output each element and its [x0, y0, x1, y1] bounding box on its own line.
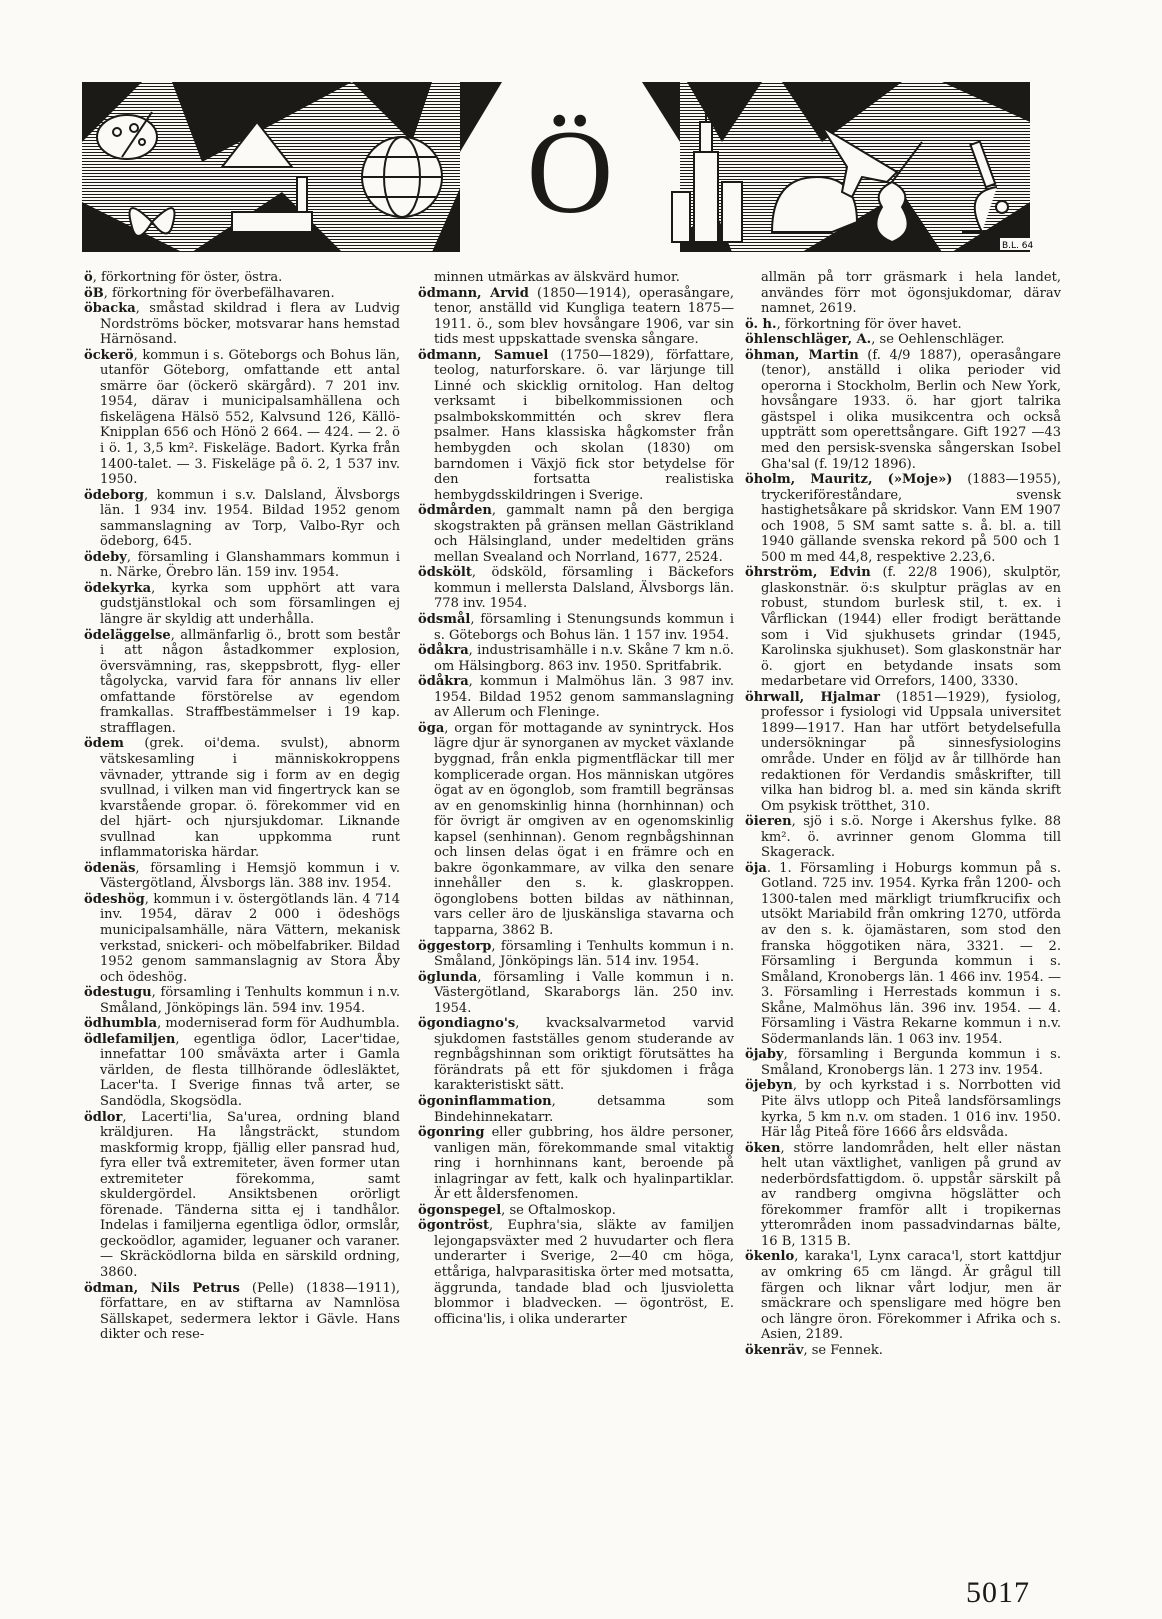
- dictionary-entry: [745, 1141, 1061, 1250]
- dictionary-entry: [745, 332, 1061, 348]
- entry-headword: öholm, Mauritz, (»Moje»): [745, 472, 953, 488]
- entry-text: minnen utmärkas av älskvärd humor.: [434, 270, 680, 285]
- center-letter-panel: [460, 82, 680, 252]
- dictionary-entry: [745, 1249, 1061, 1342]
- entry-text: , kommun i s.v. Dalsland, Älvsborgs län. 1 934 inv. 1954. Bildad 1952 genom sammanslagning av Torp, Valbo-Ryr och ödeborg, 645.: [100, 487, 400, 550]
- entry-headword: öckerö: [84, 347, 134, 363]
- entry-text: allmän på torr gräsmark i hela landet, användes förr mot ögonsjukdomar, därav namnet, 2619.: [761, 270, 1061, 317]
- entry-headword: ödekyrka: [84, 580, 152, 596]
- entry-text: (f. 4/9 1887), operasångare (tenor), anställd i olika perioder vid operorna i Stockholm, Berlin och New York, hovsångare 1933. ö. har gjort talrika gästspel i olika musikcentra och också uppträtt som operettsångare. Gift 1927 —43 med den persisk-svenska sångerskan Isobel Gha'sal (f. 19/12 1896).: [761, 347, 1061, 472]
- artist-signature: B.L. 64: [1002, 241, 1034, 251]
- entry-text: (1750—1829), författare, teolog, naturforskare. ö. var lärjunge till Linné och skicklig ornitolog. Han deltog verksamt i bibelkommissionen och psalmbokskommittén och skrev flera psalmer. Hans klassiska hågkomster från hembygden och skolan (1830) om barndomen i Växjö fick stor betydelse för den fortsatta realistiska hembygdsskildringen i Sverige.: [434, 347, 734, 503]
- entry-text: , Euphra'sia, släkte av familjen lejongapsväxter med 2 huvudarter och flera underarter i Sverige, 2—40 cm höga, ettåriga, halvparasitiska örter med motsatta, äggrunda, tandade blad och ljusvioletta blommor i bladvecken. — ögontröst, E. officina'lis, i olika underarter: [434, 1218, 734, 1327]
- entry-headword: ödmann, Arvid: [418, 285, 529, 301]
- entry-headword: ödåkra: [418, 643, 469, 659]
- dictionary-entry: [418, 970, 734, 1017]
- entry-text: , kommun i v. östergötlands län. 4 714 inv. 1954, därav 2 000 i ödeshögs municipalsamhälle, nära Vättern, mekanisk verkstad, snickeri- och möbelfabriker. Bildad 1952 genom sammanslagnig av Stora Åby och ödeshög.: [100, 891, 400, 985]
- entry-headword: ökenräv: [745, 1342, 804, 1358]
- dictionary-entry: [84, 348, 400, 488]
- banner-letter: Ö: [526, 105, 614, 238]
- entry-text: , karaka'l, Lynx caraca'l, stort kattdjur av omkring 65 cm längd. Är grågul till färgen och liknar vårt lodjur, men är smäckrare och spensligare med högre ben och längre öron. Förekommer i Afrika och s. Asien, 2189.: [761, 1249, 1061, 1343]
- dictionary-entry: [84, 270, 400, 286]
- entry-text: , församling i Stenungsunds kommun i s. Göteborgs och Bohus län. 1 157 inv. 1954.: [434, 612, 734, 643]
- entry-headword: ödmården: [418, 503, 492, 519]
- entry-text: (grek. oi'dema. svulst), abnorm vätskesamling i människokroppens vävnader, yttrande sig i form av en degig svullnad, i vilken man vid fingertryck kan se kvarstående gropar. ö. förekommer vid en del hjärt- och njursjukdomar. Liknande svullnad kan uppkomma runt inflammatoriska härdar.: [100, 736, 400, 861]
- column-2: [418, 270, 734, 1327]
- entry-text: (1883—1955), tryckeriföreståndare, svensk hastighetsåkare på skridskor. Vann EM 1907 och 1908, 5 SM samt satte s. å. bl. a. till 1940 gällande svenska rekord på 500 och 1 500 m med 44,8, respektive 2.23,6.: [761, 472, 1061, 565]
- dictionary-entry: [418, 1203, 734, 1219]
- dictionary-entry: [418, 286, 734, 348]
- entry-text: , moderniserad form för Audhumbla.: [157, 1016, 400, 1032]
- entry-text: , kommun i Malmöhus län. 3 987 inv. 1954. Bildad 1952 genom sammanslagning av Allerum och Fleninge.: [434, 674, 734, 721]
- entry-headword: öjebyn: [745, 1078, 793, 1094]
- column-1: [84, 270, 400, 1343]
- dictionary-entry: [84, 286, 400, 302]
- dictionary-entry: [84, 581, 400, 628]
- entry-headword: ödlor: [84, 1109, 123, 1125]
- entry-headword: ögoninflammation: [418, 1093, 552, 1109]
- dictionary-entry: [745, 814, 1061, 861]
- column-3: [745, 270, 1061, 1358]
- dictionary-entry: [84, 1110, 400, 1281]
- entry-text: , kyrka som upphört att vara gudstjänstlokal och som församlingen ej längre är skyldig att underhålla.: [100, 580, 400, 628]
- dictionary-entry: [418, 348, 734, 503]
- entry-headword: öbacka: [84, 301, 136, 317]
- entry-headword: ögonspegel: [418, 1202, 502, 1218]
- header-banner: [82, 82, 1034, 252]
- dictionary-entry: [745, 348, 1061, 472]
- entry-headword: öga: [418, 720, 445, 736]
- entry-headword: ödmann, Samuel: [418, 347, 549, 363]
- entry-text: , större landområden, helt eller nästan helt utan växtlighet, vanligen på grund av nederbördsfattigdom. ö. uppstår särskilt på av randberg omgivna högslätter och förekommer framför allt i tropikernas ytterområden inom passadvindarnas bälte, 16 B, 1315 B.: [761, 1140, 1061, 1249]
- dictionary-entry: [745, 861, 1061, 1048]
- entry-headword: öken: [745, 1140, 781, 1156]
- entry-headword: öieren: [745, 814, 792, 830]
- dictionary-entry: [418, 270, 734, 286]
- entry-headword: ö: [84, 270, 93, 285]
- entry-headword: ödeby: [84, 549, 127, 565]
- entry-headword: öggestorp: [418, 938, 492, 954]
- entry-text: , gammalt namn på den bergiga skogstrakten på gränsen mellan Gästrikland och Hälsingland, under medeltiden gräns mellan Svealand och Norrland, 1677, 2524.: [434, 503, 734, 565]
- dictionary-entry: [84, 628, 400, 737]
- entry-text: (f. 22/8 1906), skulptör, glaskonstnär. ö:s skulptur präglas av en robust, stundom burlesk stil, t. ex. i Vårflickan (1944) eller frodigt berättande som i Vid sjukhusets grindar (1945, Karolinska sjukhuset). Som glaskonstnär har ö. gjort en betydande insats som medarbetare vid Orrefors, 1400, 3330.: [761, 565, 1061, 690]
- dictionary-entry: [84, 301, 400, 348]
- dictionary-entry: [418, 503, 734, 565]
- dictionary-entry: [418, 643, 734, 674]
- entry-headword: öhrström, Edvin: [745, 565, 871, 581]
- entry-text: , förkortning för överbefälhavaren.: [103, 285, 335, 301]
- entry-text: , se Fennek.: [803, 1342, 883, 1358]
- entry-text: , småstad skildrad i flera av Ludvig Nordströms böcker, motsvarar hans hemstad Härnösand.: [100, 301, 400, 348]
- entry-headword: ödsmål: [418, 612, 471, 628]
- entry-text: , allmänfarlig ö., brott som består i att någon åstadkommer explosion, översvämning, ras, skeppsbrott, flyg- eller tågolycka, varvid fara för annans liv eller omfattande förstörelse av egendom framkallas. Straffbestämmelser i 19 kap. strafflagen.: [100, 627, 400, 736]
- dictionary-entry: [84, 488, 400, 550]
- dictionary-entry: [745, 317, 1061, 333]
- dictionary-entry: [745, 1078, 1061, 1140]
- entry-headword: öB: [84, 285, 104, 301]
- entry-headword: ödlefamiljen: [84, 1031, 176, 1047]
- entry-text: , detsamma som Bindehinnekatarr.: [434, 1093, 734, 1125]
- entry-headword: öhman, Martin: [745, 347, 859, 363]
- dictionary-entry: [745, 270, 1061, 317]
- dictionary-entry: [84, 1281, 400, 1343]
- entry-text: eller gubbring, hos äldre personer, vanligen män, förekommande smal vitaktig ring i hornhinnans kant, beroende på inlagringar av fett, kalk och hyalinpartiklar. Är ett åldersfenomen.: [434, 1125, 734, 1203]
- entry-text: , egentliga ödlor, Lacer'tidae, innefattar 100 småväxta arter i Gamla världen, de flesta tillhörande ödlesläktet, Lacer'ta. I Sverige finnas två arter, se Sandödla, Skogsödla.: [100, 1031, 400, 1109]
- entry-text: , se Oehlenschläger.: [871, 332, 1005, 348]
- entry-text: (1850—1914), operasångare, tenor, anställd vid Kungliga teatern 1875—1911. ö., som blev hovsångare 1906, var sin tids mest uppskattade svenska sångare.: [434, 285, 735, 348]
- dictionary-entry: [745, 472, 1061, 565]
- entry-headword: ödestugu: [84, 985, 152, 1001]
- entry-headword: ögontröst: [418, 1218, 489, 1234]
- dictionary-entry: [418, 674, 734, 721]
- entry-headword: öglunda: [418, 969, 478, 985]
- entry-text: , ödsköld, församling i Bäckefors kommun i mellersta Dalsland, Älvsborgs län. 778 inv. 1954.: [434, 565, 734, 612]
- entry-headword: öja: [745, 860, 767, 876]
- entry-text: , kommun i s. Göteborgs och Bohus län, utanför Göteborg, omfattande ett antal smärre öar (öckerö skärgård). 7 201 inv. 1954, därav i municipalsamhällena och fiskelägena Hälsö 552, Kalvsund 126, Källö-Knipplan 656 och Hönö 2 664. — 424. — 2. ö i ö. 1, 3,5 km². Fiskeläge. Badort. Kyrka från 1400-talet. — 3. Fiskeläge på ö. 2, 1 537 inv. 1950.: [100, 347, 400, 488]
- dictionary-entry: [418, 1016, 734, 1094]
- entry-headword: ö. h.: [745, 316, 777, 332]
- dictionary-entry: [418, 1218, 734, 1327]
- dictionary-entry: [418, 612, 734, 643]
- dictionary-entry: [418, 721, 734, 939]
- dictionary-entry: [84, 1016, 400, 1032]
- dictionary-entry: [418, 1094, 734, 1125]
- dictionary-entry: [418, 1125, 734, 1203]
- dictionary-entry: [745, 1343, 1061, 1359]
- entry-text: , församling i Hemsjö kommun i v. Västergötland, Älvsborgs län. 388 inv. 1954.: [100, 860, 400, 892]
- dictionary-entry: [84, 985, 400, 1016]
- entry-headword: ödem: [84, 736, 124, 752]
- entry-text: , industrisamhälle i n.v. Skåne 7 km n.ö. om Hälsingborg. 863 inv. 1950. Spritfabrik.: [434, 643, 734, 674]
- page-number: 5017: [966, 1576, 1030, 1609]
- entry-text: , förkortning för öster, östra.: [92, 270, 283, 285]
- entry-headword: ödenäs: [84, 860, 136, 876]
- entry-headword: öhrwall, Hjalmar: [745, 689, 881, 705]
- dictionary-entry: [745, 565, 1061, 689]
- entry-headword: ödeshög: [84, 891, 145, 907]
- entry-headword: ödskölt: [418, 565, 472, 581]
- dictionary-entry: [745, 690, 1061, 814]
- dictionary-entry: [84, 1032, 400, 1110]
- dictionary-entry: [418, 565, 734, 612]
- entry-text: , församling i Tenhults kommun i n.v. Småland, Jönköpings län. 594 inv. 1954.: [100, 985, 400, 1016]
- entry-headword: ödåkra: [418, 674, 469, 690]
- entry-text: , sjö i s.ö. Norge i Akershus fylke. 88 km². ö. avrinner genom Glomma till Skagerack.: [761, 814, 1061, 861]
- globe-icon: [362, 137, 442, 217]
- entry-headword: ögonring: [418, 1125, 485, 1141]
- entry-text: , förkortning för över havet.: [776, 316, 962, 332]
- dictionary-entry: [418, 939, 734, 970]
- entry-headword: ödeläggelse: [84, 627, 171, 643]
- entry-text: , se Oftalmoskop.: [501, 1202, 616, 1218]
- entry-headword: öhlenschläger, A.: [745, 332, 872, 348]
- entry-text: , organ för mottagande av synintryck. Hos lägre djur är synorganen av mycket växlande byggnad, från enkla pigmentfläckar till mer komplicerade organ. Hos människan utgöres ögat av en ögonglob, som framtill begränsas av en genomskinlig hinna (hornhinnan) och för övrigt är omgiven av en ogenomskinlig kapsel (senhinnan). Genom regnbågshinnan och linsen delas ögat i en främre och en bakre ögonkammare, av vilka den senare innehåller den s. k. glaskroppen. ögonglobens botten bildas av näthinnan, vars celler äro de ljuskänsliga stavarna och tapparna, 3862 B.: [434, 720, 734, 938]
- entry-headword: ökenlo: [745, 1249, 795, 1265]
- dictionary-entry: [745, 1047, 1061, 1078]
- entry-headword: ödhumbla: [84, 1016, 158, 1032]
- entry-text: , församling i Valle kommun i n. Västergötland, Skaraborgs län. 250 inv. 1954.: [434, 969, 734, 1016]
- dictionary-entry: [84, 736, 400, 860]
- dictionary-entry: [84, 550, 400, 581]
- entry-text: , by och kyrkstad i s. Norrbotten vid Pite älvs utlopp och Piteå landsförsamlings kyrka, 5 km n.v. om staden. 1 016 inv. 1950. Här låg Piteå före 1666 års eldsvåda.: [761, 1078, 1061, 1141]
- dictionary-entry: [84, 861, 400, 892]
- entry-text: , Lacerti'lia, Sa'urea, ordning bland kräldjuren. Ha långsträckt, stundom maskformig kropp, fjällig eller pansrad hud, fyra eller två extremiteter, även former utan extremiteter förekomma, samt skuldergördel. Ansiktsbenen orörligt förenade. Tänderna sitta ej i tandhålor. Indelas i familjerna egentliga ödlor, ormslår, geckoödlor, agamider, leguaner och varaner. — Skräcködlorna bilda en särskild ordning, 3860.: [100, 1109, 400, 1280]
- dictionary-entry: [84, 892, 400, 985]
- entry-headword: ödman, Nils Petrus: [84, 1280, 240, 1296]
- entry-text: (Pelle) (1838—1911), författare, en av stiftarna av Namnlösa Sällskapet, sedermera lektor i Gävle. Hans dikter och rese-: [100, 1280, 400, 1343]
- entry-text: , kvacksalvarmetod varvid sjukdomen fastställes genom studerande av regnbågshinnan som oriktigt förutsättes ha förändrats på ett för sjukdomen i fråga karakteristiskt sätt.: [434, 1016, 734, 1094]
- entry-text: (1851—1929), fysiolog, professor i fysiologi vid Uppsala universitet 1899—1917. Han har utfört betydelsefulla undersökningar på sinnesfysiologins område. Under en följd av år tillhörde han redaktionen för Verdandis småskrifter, till vilka han bidrog bl. a. med sin kända skrift Om psykisk trötthet, 310.: [761, 689, 1061, 814]
- entry-text: , församling i Bergunda kommun i s. Småland, Kronobergs län. 1 273 inv. 1954.: [761, 1047, 1061, 1078]
- entry-text: , församling i Tenhults kommun i n. Småland, Jönköpings län. 514 inv. 1954.: [434, 938, 734, 970]
- entry-text: , församling i Glanshammars kommun i n. Närke, Örebro län. 159 inv. 1954.: [100, 549, 400, 581]
- entry-headword: ögondiagno's: [418, 1016, 516, 1032]
- entry-headword: ödeborg: [84, 487, 144, 503]
- entry-headword: öjaby: [745, 1047, 784, 1063]
- entry-text: . 1. Församling i Hoburgs kommun på s. Gotland. 725 inv. 1954. Kyrka från 1200- och 1300-talen med märkligt triumfkrucifix och utsökt Mariabild från omkring 1270, utförda av den s. k. öjamästaren, som stod den franska höggotiken nära, 3321. — 2. Församling i Bergunda kommun i s. Småland, Kronobergs län. 1 466 inv. 1954. — 3. Församling i Herrestads kommun i s. Skåne, Malmöhus län. 396 inv. 1954. — 4. Församling i Västra Rekarne kommun i n.v. Södermanlands län. 1 063 inv. 1954.: [761, 860, 1061, 1047]
